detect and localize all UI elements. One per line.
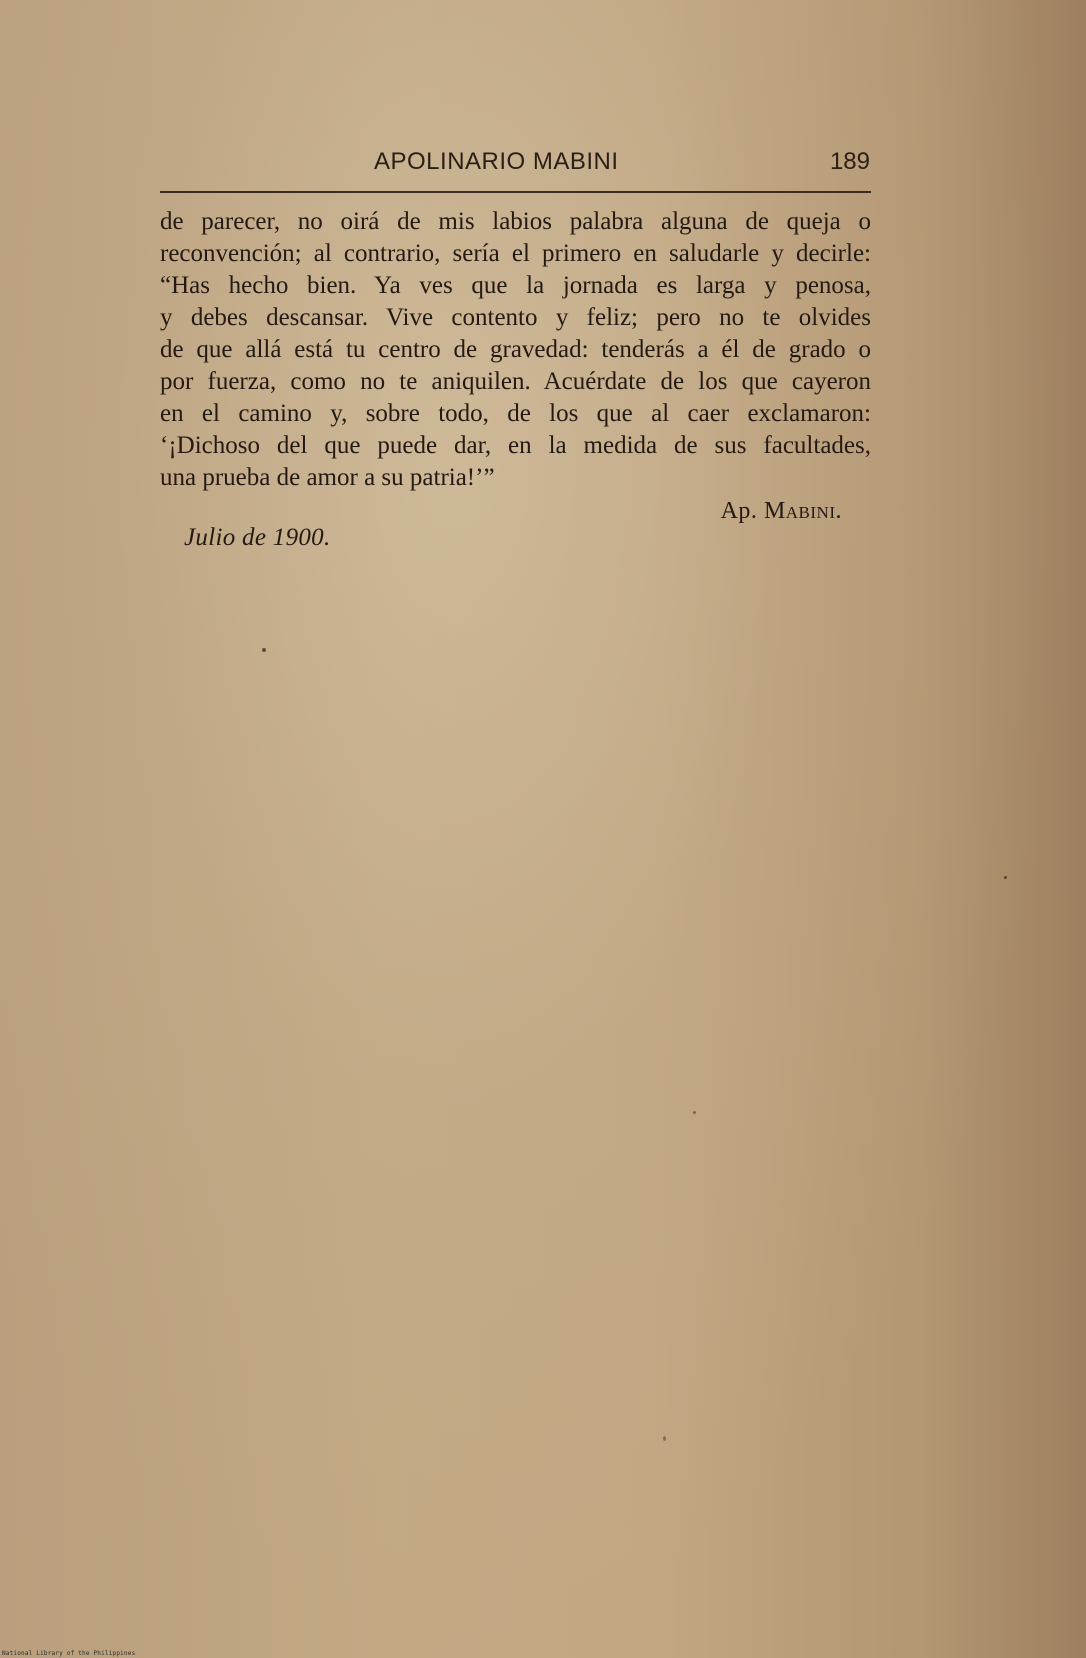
page-header [160, 148, 874, 190]
text-line: una prueba de amor a su patria!’” [160, 464, 495, 491]
signature-initials: Ap. [720, 498, 758, 524]
page-number: 189 [829, 148, 870, 175]
text-line: “Has hecho bien. Ya ves que la jornada es larga y penosa, [160, 272, 871, 299]
ink-speck [663, 1436, 666, 1441]
running-title: APOLINARIO MABINI [374, 148, 619, 175]
text-line: por fuerza, como no te aniquilen. Acuérdate de los que cayeron [160, 368, 871, 395]
footer-credit: National Library of the Philippines [2, 1650, 136, 1657]
text-line: en el camino y, sobre todo, de los que al caer exclamaron: [160, 400, 871, 427]
ink-speck [693, 1111, 696, 1114]
ink-speck [1004, 876, 1007, 879]
text-line: de que allá está tu centro de gravedad: tenderás a él de grado o [160, 336, 871, 363]
signature-surname: Mabini. [763, 498, 842, 524]
header-rule [160, 191, 871, 193]
body-paragraph [160, 206, 871, 494]
dateline: Julio de 1900. [184, 524, 331, 551]
text-line: de parecer, no oirá de mis labios palabra alguna de queja o [160, 208, 871, 235]
ink-speck [262, 648, 266, 652]
signature [721, 498, 842, 525]
text-line: ‘¡Dichoso del que puede dar, en la medida de sus facultades, [160, 432, 871, 459]
text-line: y debes descansar. Vive contento y feliz; pero no te olvides [160, 304, 871, 331]
text-line: reconvención; al contrario, sería el primero en saludarle y decirle: [160, 240, 871, 267]
